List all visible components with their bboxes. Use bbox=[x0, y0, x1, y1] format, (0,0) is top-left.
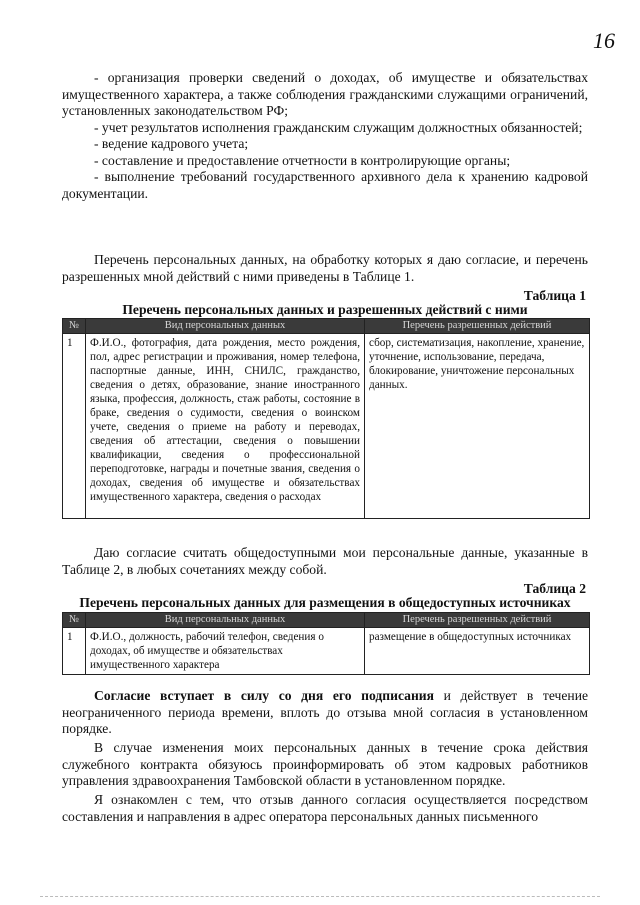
validity-rest: и действует в течение неограниченного периода времени, вплоть до отзыва мной согласия в установленном порядке. bbox=[62, 688, 588, 736]
header-num: № bbox=[63, 613, 86, 628]
scan-edge bbox=[40, 896, 600, 898]
bullet-item: - выполнение требований государственного архивного дела к хранению кадровой документации. bbox=[62, 169, 588, 201]
table1-label: Таблица 1 bbox=[523, 288, 586, 303]
table2 bbox=[62, 612, 590, 675]
table-row bbox=[63, 628, 590, 675]
bullet-item: - ведение кадрового учета; bbox=[94, 136, 249, 151]
table-header-row bbox=[63, 319, 590, 334]
header-data-type: Вид персональных данных bbox=[86, 613, 365, 628]
row-data: Ф.И.О., должность, рабочий телефон, сведения о доходах, об имуществе и обязательствах имущественного характера bbox=[86, 628, 365, 675]
row-actions: сбор, систематизация, накопление, хранение, уточнение, использование, передача, блокирование, уничтожение персональных данных. bbox=[365, 334, 590, 519]
header-actions: Перечень разрешенных действий bbox=[365, 319, 590, 334]
header-actions: Перечень разрешенных действий bbox=[365, 613, 590, 628]
purpose-list bbox=[62, 70, 588, 202]
table2-label: Таблица 2 bbox=[523, 581, 586, 596]
revoke-paragraph: Я ознакомлен с тем, что отзыв данного согласия осуществляется посредством составления и направления в адрес оператора персональных данных письменного bbox=[62, 792, 588, 824]
bullet-item: - составление и предоставление отчетности в контролирующие органы; bbox=[94, 152, 511, 168]
header-num: № bbox=[63, 319, 86, 334]
table1-title: Перечень персональных данных и разрешенных действий с ними bbox=[122, 302, 528, 317]
consent-paragraph: Даю согласие считать общедоступными мои персональные данные, указанные в Таблице 2, в любых сочетаниях между собой. bbox=[62, 545, 588, 577]
table-header-row bbox=[63, 613, 590, 628]
row-actions: размещение в общедоступных источниках bbox=[365, 628, 590, 675]
row-num: 1 bbox=[63, 628, 86, 675]
table2-title: Перечень персональных данных для размещения в общедоступных источниках bbox=[79, 595, 571, 610]
bullet-item: - учет результатов исполнения гражданским служащим должностных обязанностей; bbox=[94, 119, 583, 135]
validity-paragraph bbox=[62, 688, 588, 738]
change-paragraph: В случае изменения моих персональных данных в течение срока действия служебного контракта обязуюсь проинформировать об этом кадровых работников управления здравоохранения Тамбовской области в установленном порядке. bbox=[62, 740, 588, 788]
page-number: 16 bbox=[593, 28, 615, 53]
table-row bbox=[63, 334, 590, 519]
row-data: Ф.И.О., фотография, дата рождения, место рождения, пол, адрес регистрации и проживания, номер телефона, паспортные данные, ИНН, СНИЛС, гражданство, сведения о детях, образование, знание иностранного языка, профессия, должность, стаж работы, состояние в браке, сведения о судимости, сведения о воинском учете, сведения о приеме на работу и переводах, сведения об аттестации, сведения о повышении квалификации, сведения о профессиональной переподготовке, награды и почетные звания, сведения о доходах, сведения об имуществе и обязательствах имущественного характера, сведения о расходах bbox=[86, 334, 365, 519]
bullet-item: - организация проверки сведений о доходах, об имуществе и обязательствах имущественного характера, а также соблюдения гражданскими служащими ограничений, установленных законодательством РФ; bbox=[62, 70, 588, 118]
header-data-type: Вид персональных данных bbox=[86, 319, 365, 334]
intro-paragraph: Перечень персональных данных, на обработку которых я даю согласие, и перечень разрешенных мной действий с ними приведены в Таблице 1. bbox=[62, 252, 588, 284]
table1 bbox=[62, 318, 590, 519]
validity-bold: Согласие вступает в силу со дня его подписания bbox=[94, 688, 434, 703]
row-num: 1 bbox=[63, 334, 86, 519]
